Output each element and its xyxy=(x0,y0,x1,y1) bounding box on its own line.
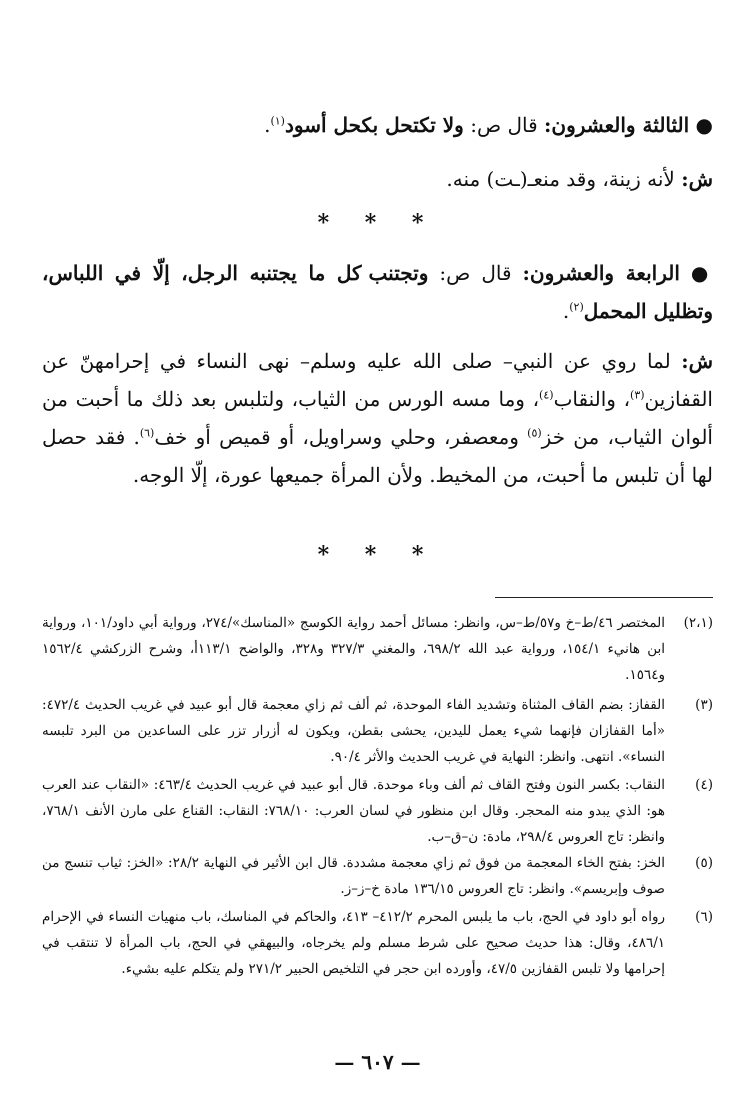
separator-stars: * * * xyxy=(317,210,438,236)
bullet-icon: ● xyxy=(695,113,713,137)
commentary-text: لأنه زينة، وقد منعـ(ـت) منه. xyxy=(446,167,675,191)
footnote xyxy=(42,610,713,688)
says-label: قال ص: xyxy=(439,261,512,285)
paragraph-24: ● الرابعة والعشرون: قال ص: وتجتنب كل ما يجتنبه الرجل، إلّا في اللباس، وتظليل المحمل$^{(٢)}$. xyxy=(42,261,714,323)
footnote-number: (٣) xyxy=(695,697,713,713)
footnote-ref: (٤) xyxy=(539,388,554,402)
footnote-text: الخز: بفتح الخاء المعجمة من فوق ثم زاي معجمة مشددة. قال ابن الأثير في النهاية ٢٨/٢: «الخز: ثياب تنسج من صوف وإبريسم». وانظر: تاج العروس ١٣٦/١٥ مادة خ–ز–ز. xyxy=(42,855,665,897)
footnote-divider xyxy=(495,597,713,598)
commentary-24: ش: لما روي عن النبي– صلى الله عليه وسلم– نهى النساء في إحرامهنّ عن القفازين$^{(٣)}$، والنقاب$^{(٤)}$، وما مسه الورس من الثياب، ولتلبس بعد ذلك ما أحبت من ألوان الثياب، من خز$^{(٥)}$ ومعصفر، وحلي وسراويل، أو قميص أو خف$^{(٦)}$. فقد حصل لها أن تلبس ما أحبت، من المخيط. ولأن المرأة جميعها عورة، إلّا الوجه. xyxy=(42,349,713,487)
page-number: — ٦٠٧ — xyxy=(334,1050,421,1074)
footnote xyxy=(42,692,713,770)
bullet-icon: ● xyxy=(690,261,714,285)
footnote-text: القفاز: بضم القاف المثناة وتشديد الفاء الموحدة، ثم ألف ثم زاي معجمة قال أبو عبيد في غريب الحديث ٤٧٢/٤: «أما القفازان فإنهما شيء يعمل لليدين، يحشى بقطن، ويكون له أزرار تزر على الساعدين من البرد تلبسه النساء». انتهى. وانظر: النهاية في غريب الحديث والأثر ٩٠/٤. xyxy=(42,697,665,765)
footnote-text: المختصر ٤٦/ط–خ و٥٧/ط–س، وانظر: مسائل أحمد رواية الكوسج «المناسك»/٢٧٤، ورواية أبي داود/١٠١، ورواية ابن هانيء ١٥٤/١، ورواية عبد الله ٦٩٨/٢، والمغني ٣٢٧/٣ و٣٢٨، والواضح ١١٣/١أ، وشرح الزركشي ١٥٦٢/٤ و١٥٦٤. xyxy=(42,615,665,683)
footnote-number: (٥) xyxy=(695,855,713,871)
footnote-text: النقاب: بكسر النون وفتح القاف ثم ألف وباء موحدة. قال أبو عبيد في غريب الحديث ٤٦٣/٤: «النقاب عند العرب هو: الذي يبدو منه المحجر. وقال ابن منظور في لسان العرب: ٧٦٨/١٠: النقاب: القناع على مارن الأنف ٧٦٨/١، وانظر: تاج العروس ٢٩٨/٤، مادة: ن–ق–ب. xyxy=(42,777,666,845)
footnote-text: رواه أبو داود في الحج، باب ما يلبس المحرم ٤١٢/٢– ٤١٣، والحاكم في المناسك، باب منهيات النساء في الإحرام ٤٨٦/١، وقال: هذا حديث صحيح على شرط مسلم ولم يخرجاه، والبيهقي في الحج، باب المرأة لا تنتقب في إحرامها ولا تلبس القفازين ٤٧/٥، وأورده ابن حجر في التلخيص الحبير ٢٧١/٢ ولم يتكلم عليه بشيء. xyxy=(42,909,665,977)
commentary-label: ش: xyxy=(681,167,713,191)
says-label: قال ص: xyxy=(470,113,538,137)
footnote-number: (٤) xyxy=(695,777,713,793)
footnote-ref: (١) xyxy=(270,114,285,128)
footnote-ref: (٥) xyxy=(527,426,542,440)
paragraph-23: ● الثالثة والعشرون: قال ص: ولا تكتحل بكحل أسود$^{(١)}$. xyxy=(264,113,713,137)
footnote xyxy=(42,904,713,982)
footnote-number: (٢،١) xyxy=(683,615,713,631)
footnote xyxy=(42,850,713,902)
footnote-ref: (٣) xyxy=(630,388,645,402)
commentary-23 xyxy=(42,160,713,198)
footnote-number: (٦) xyxy=(695,909,713,925)
text-quote: وتجتنب كل ما يجتنبه الرجل، إلّا في اللباس، وتظليل المحمل xyxy=(42,261,713,323)
paragraph-heading: الثالثة والعشرون: xyxy=(544,113,690,137)
text-quote: ولا تكتحل بكحل أسود xyxy=(284,113,464,137)
footnote xyxy=(42,772,713,850)
commentary-label: ش: xyxy=(681,349,713,373)
footnote-ref: (٢) xyxy=(569,300,584,314)
footnote-ref: (٦) xyxy=(139,426,155,440)
paragraph-heading: الرابعة والعشرون: xyxy=(522,261,680,285)
separator-stars: * * * xyxy=(317,542,438,568)
